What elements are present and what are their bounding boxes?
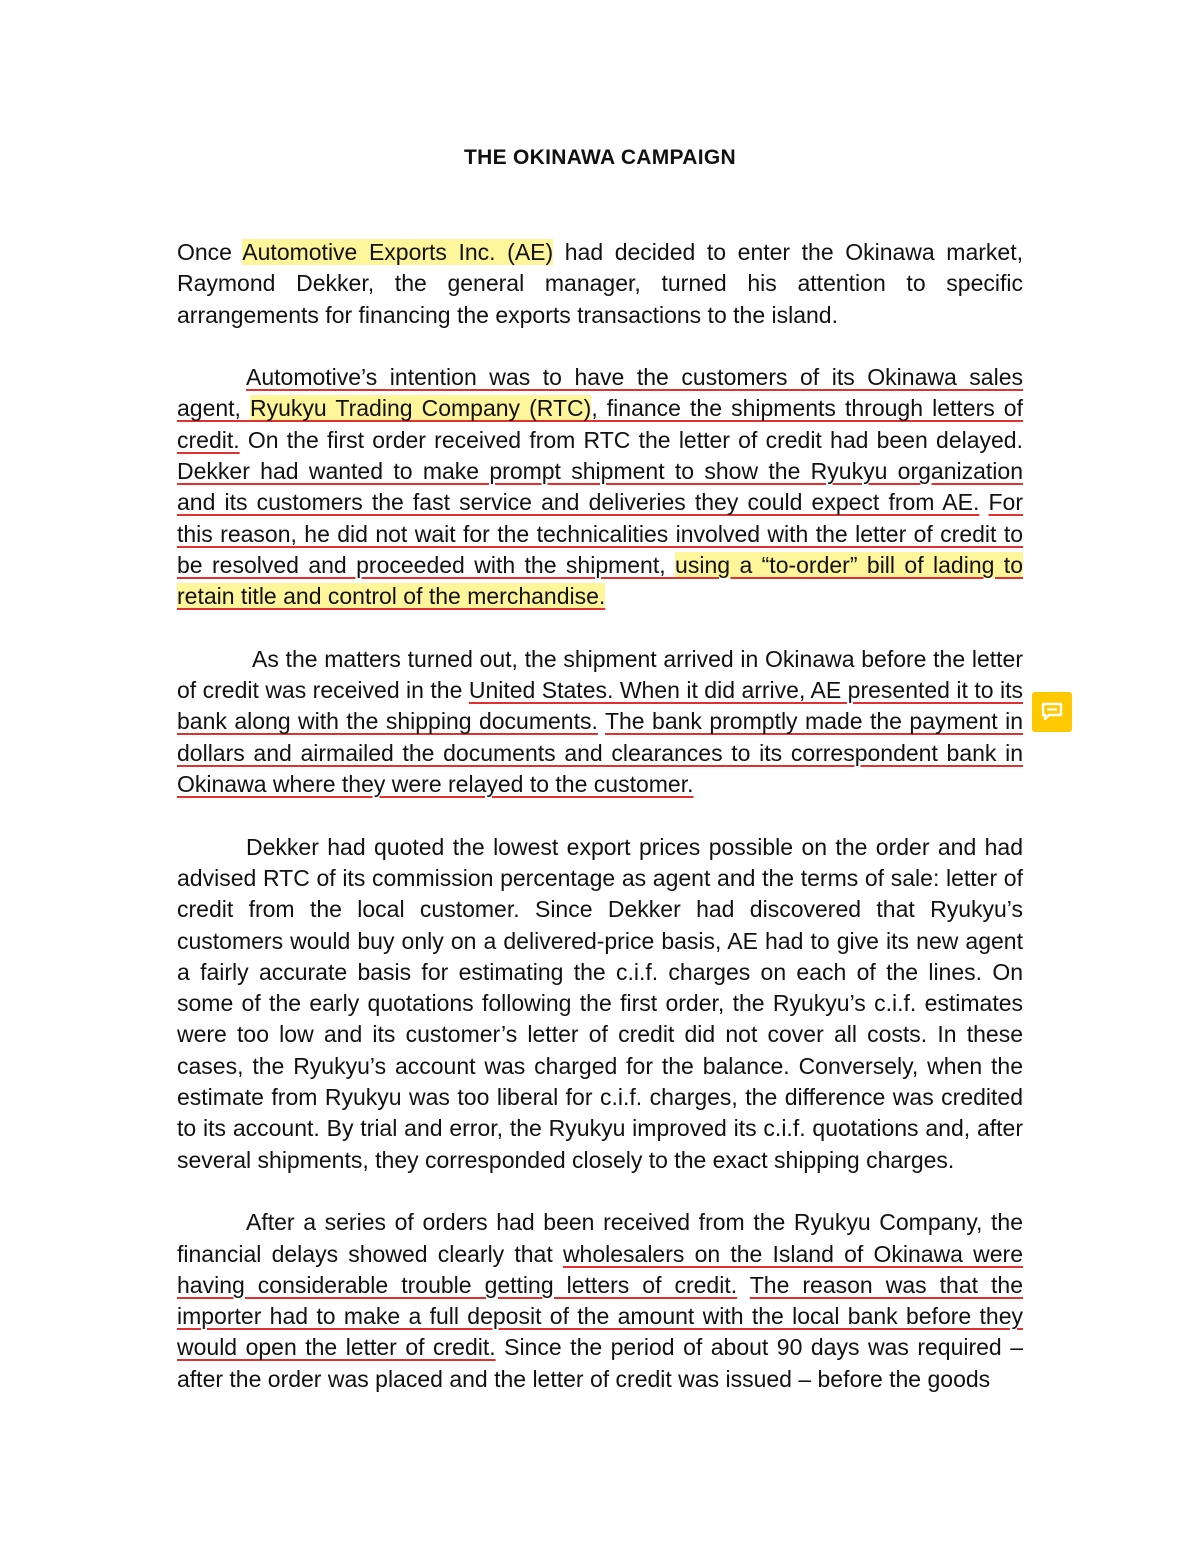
document-title: THE OKINAWA CAMPAIGN (464, 146, 736, 169)
comment-marker[interactable] (1032, 692, 1072, 732)
text-segment: As the matters turned out, the shipment arrived in Okinawa before the letter of credit was received in the (177, 645, 1023, 704)
text-segment (737, 1272, 750, 1298)
underlined-text: wholesalers on the Island of Okinawa were having considerable trouble getting letters of credit. (177, 1240, 1023, 1298)
text-segment (598, 708, 605, 734)
text-segment: Dekker had quoted the lowest export prices possible on the order and had advised RTC of its commission percentage as agent and the terms of sale: letter of credit from the local customer. Since Dekker had discovered that Ryukyu’s customers would buy only on a delivered-price basis, AE had to give its new agent a fairly accurate basis for estimating the c.i.f. charges on each of the lines. On some of the early quotations following the first order, the Ryukyu’s c.i.f. estimates were too low and its customer’s letter of credit did not cover all costs. In these cases, the Ryukyu’s account was charged for the balance. Conversely, when the estimate from Ryukyu was too liberal for c.i.f. charges, the difference was credited to its account. By trial and error, the Ryukyu improved its c.i.f. quotations and, after several shipments, they corresponded closely to the exact shipping charges. (177, 833, 1023, 1173)
underlined-text: Dekker had wanted to make prompt shipment to show the Ryukyu organization and its customers the fast service and deliveries they could expect from AE. (177, 458, 1023, 516)
document-body (177, 237, 1023, 1426)
paragraph-1 (177, 237, 1023, 331)
highlighted-text: Automotive Exports Inc. (AE) (242, 239, 554, 265)
highlighted-text: Ryukyu Trading Company (RTC) (250, 395, 592, 422)
paragraph-4 (177, 832, 1023, 1176)
text-segment: Since the period of about 90 days was required – after the order was placed and the letter of credit was issued – before the goods (177, 1334, 1024, 1392)
underlined-text: United States. When it did arrive, AE presented it to its bank along with the shipping documents. (177, 677, 1023, 735)
text-segment: On the first order received from RTC the letter of credit had been delayed. (239, 426, 1023, 453)
underlined-text: , finance the shipments through letters of credit. (177, 395, 1023, 453)
text-segment: After a series of orders had been received from the Ryukyu Company, the financial delays showed clearly that (177, 1209, 1023, 1267)
paragraph-5 (177, 1207, 1023, 1395)
underlined-text: The reason was that the importer had to make a full deposit of the amount with the local bank before they would open the letter of credit. (177, 1271, 1023, 1361)
paragraph-3 (177, 644, 1023, 800)
underlined-text: For this reason, he did not wait for the technicalities involved with the letter of credit to be resolved and proceeded with the shipment, (177, 489, 1023, 578)
text-segment: Once (177, 239, 243, 265)
comment-icon (1041, 702, 1063, 722)
highlighted-text: using a “to-order” bill of lading to retain title and control of the merchandise. (177, 551, 1023, 610)
underlined-text: Automotive’s intention was to have the customers of its Okinawa sales agent, (177, 364, 1023, 422)
text-segment (979, 489, 988, 515)
paragraph-2 (177, 362, 1023, 612)
underlined-text: The bank promptly made the payment in dollars and airmailed the documents and clearances to its correspondent bank in Okinawa where they were relayed to the customer. (177, 708, 1023, 798)
text-segment: had decided to enter the Okinawa market, Raymond Dekker, the general manager, turned his attention to specific arrangements for financing the exports transactions to the island. (177, 239, 1023, 328)
